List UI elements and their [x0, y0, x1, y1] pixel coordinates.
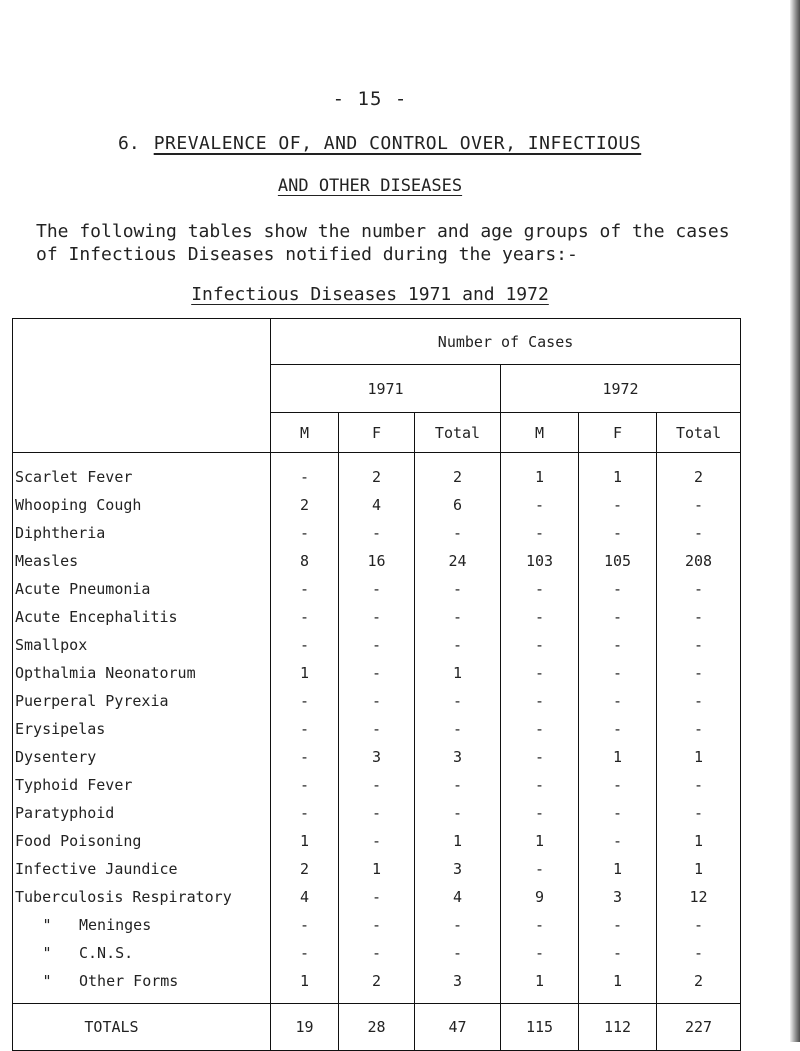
table-cell: -	[415, 519, 501, 547]
row-label	[13, 743, 271, 771]
table-cell: 4	[415, 883, 501, 911]
row-label	[13, 827, 271, 855]
table-cell: -	[501, 715, 579, 743]
table-cell: 2	[271, 491, 339, 519]
row-label-text: Infective Jaundice	[15, 860, 178, 878]
table-cell: -	[415, 575, 501, 603]
table-cell: 3	[579, 883, 657, 911]
row-label-text: Measles	[15, 552, 79, 570]
table-cell: 47	[415, 1004, 501, 1051]
table-cell: -	[657, 575, 741, 603]
table-cell: -	[339, 771, 415, 799]
table-cell: 1	[579, 453, 657, 492]
table-cell: -	[657, 771, 741, 799]
table-cell: -	[501, 687, 579, 715]
row-label	[13, 687, 271, 715]
row-label	[13, 883, 271, 911]
table-cell: -	[415, 911, 501, 939]
table-cell: -	[579, 771, 657, 799]
table-caption: Infectious Diseases 1971 and 1972	[191, 284, 549, 305]
table-cell: 6	[415, 491, 501, 519]
table-cell: 1	[579, 967, 657, 1004]
table-cell: 3	[415, 855, 501, 883]
table-cell: -	[579, 575, 657, 603]
column-header: Total	[657, 413, 741, 453]
table-cell: -	[415, 631, 501, 659]
table-cell: -	[657, 799, 741, 827]
table-cell: -	[271, 911, 339, 939]
table-cell: -	[501, 491, 579, 519]
table-cell: -	[579, 687, 657, 715]
table-cell: -	[271, 603, 339, 631]
table-row	[13, 547, 741, 575]
table-cell: -	[339, 603, 415, 631]
ditto-mark: "	[42, 944, 52, 962]
table-cell: 1	[271, 827, 339, 855]
section-title-line1: PREVALENCE OF, AND CONTROL OVER, INFECTIOUS	[153, 133, 642, 154]
table-cell: -	[579, 491, 657, 519]
row-label	[13, 453, 271, 492]
table-cell: -	[339, 659, 415, 687]
table-cell: -	[339, 575, 415, 603]
ditto-mark: "	[42, 916, 52, 934]
table-cell: -	[271, 799, 339, 827]
table-cell: -	[271, 575, 339, 603]
table-cell: 3	[415, 743, 501, 771]
table-cell: 1	[579, 743, 657, 771]
row-label-text: Paratyphoid	[15, 804, 115, 822]
table-cell: 105	[579, 547, 657, 575]
row-label	[13, 911, 271, 939]
table-row	[13, 855, 741, 883]
table-row	[13, 519, 741, 547]
totals-row	[13, 1004, 741, 1051]
table-cell: -	[657, 519, 741, 547]
row-label-text: Dysentery	[15, 748, 97, 766]
table-row	[13, 883, 741, 911]
intro-paragraph: The following tables show the number and age groups of the cases of Infectious Diseases notified during the years:-	[36, 221, 730, 265]
table-cell: -	[271, 715, 339, 743]
table-cell: -	[501, 659, 579, 687]
column-header: Total	[415, 413, 501, 453]
table-cell: -	[501, 603, 579, 631]
row-label-text: Meninges	[79, 916, 152, 934]
table-cell: -	[579, 659, 657, 687]
row-label-text: Opthalmia Neonatorum	[15, 664, 196, 682]
infectious-diseases-table	[12, 318, 741, 1051]
row-label-text: Scarlet Fever	[15, 468, 133, 486]
table-cell: -	[271, 687, 339, 715]
table-cell: 8	[271, 547, 339, 575]
table-row	[13, 659, 741, 687]
table-cell: 28	[339, 1004, 415, 1051]
table-cell: -	[657, 939, 741, 967]
table-cell: 2	[339, 453, 415, 492]
row-label-text: Acute Encephalitis	[15, 608, 178, 626]
table-cell: -	[271, 631, 339, 659]
column-header: M	[271, 413, 339, 453]
table-cell: 2	[339, 967, 415, 1004]
table-cell: -	[339, 631, 415, 659]
row-label	[13, 939, 271, 967]
column-header: M	[501, 413, 579, 453]
table-cell: 4	[339, 491, 415, 519]
table-cell: 103	[501, 547, 579, 575]
row-label	[13, 799, 271, 827]
row-label-text: Acute Pneumonia	[15, 580, 151, 598]
table-cell: 1	[339, 855, 415, 883]
section-heading	[118, 133, 641, 154]
table-row	[13, 715, 741, 743]
table-cell: -	[339, 687, 415, 715]
table-cell: -	[579, 799, 657, 827]
row-label-text: Food Poisoning	[15, 832, 142, 850]
table-cell: -	[579, 603, 657, 631]
row-label	[13, 491, 271, 519]
table-cell: 227	[657, 1004, 741, 1051]
totals-label: TOTALS	[13, 1004, 271, 1051]
row-label	[13, 603, 271, 631]
table-cell: -	[339, 519, 415, 547]
table-row	[13, 939, 741, 967]
table-cell: -	[339, 715, 415, 743]
table-cell: 3	[339, 743, 415, 771]
table-row	[13, 771, 741, 799]
table-cell: -	[579, 715, 657, 743]
table-cell: -	[501, 771, 579, 799]
table-cell: -	[501, 799, 579, 827]
section-number: 6.	[118, 133, 140, 154]
table-cell: -	[339, 939, 415, 967]
table-cell: 1	[501, 453, 579, 492]
table-cell: -	[415, 939, 501, 967]
table-cell: -	[579, 519, 657, 547]
row-label	[13, 715, 271, 743]
table-cell: 2	[415, 453, 501, 492]
table-cell: 3	[415, 967, 501, 1004]
table-cell: 115	[501, 1004, 579, 1051]
row-label-text: Typhoid Fever	[15, 776, 133, 794]
table-row	[13, 799, 741, 827]
table-row	[13, 491, 741, 519]
row-label	[13, 659, 271, 687]
table-cell: -	[271, 743, 339, 771]
table-cell: 1	[657, 855, 741, 883]
row-label	[13, 575, 271, 603]
column-header: F	[339, 413, 415, 453]
row-label-text: Tuberculosis Respiratory	[15, 888, 232, 906]
row-label-text: Puerperal Pyrexia	[15, 692, 169, 710]
table-cell: -	[271, 771, 339, 799]
table-row	[13, 603, 741, 631]
table-row	[13, 687, 741, 715]
table-row	[13, 743, 741, 771]
table-cell: -	[501, 855, 579, 883]
table-cell: -	[657, 491, 741, 519]
table-cell: -	[579, 827, 657, 855]
table-cell: -	[579, 939, 657, 967]
table-cell: 1	[415, 659, 501, 687]
page-edge-shadow	[790, 0, 800, 1042]
row-label	[13, 967, 271, 1004]
table-cell: 112	[579, 1004, 657, 1051]
table-row	[13, 827, 741, 855]
table-cell: -	[339, 799, 415, 827]
row-label	[13, 519, 271, 547]
table-cell: -	[579, 911, 657, 939]
table-cell: 1	[501, 967, 579, 1004]
table-cell: 4	[271, 883, 339, 911]
row-label-text: Smallpox	[15, 636, 88, 654]
table-cell: -	[415, 799, 501, 827]
table-cell: 1	[271, 967, 339, 1004]
table-cell: -	[657, 659, 741, 687]
table-cell: 1	[501, 827, 579, 855]
table-cell: 1	[657, 827, 741, 855]
page-number: - 15 -	[332, 88, 408, 110]
table-cell: -	[501, 743, 579, 771]
row-label-text: Diphtheria	[15, 524, 106, 542]
table-cell: 12	[657, 883, 741, 911]
table-cell: 2	[271, 855, 339, 883]
table-cell: 1	[415, 827, 501, 855]
table-cell: -	[415, 687, 501, 715]
table-cell: -	[579, 631, 657, 659]
table-row	[13, 967, 741, 1004]
table-cell: -	[501, 911, 579, 939]
table-row	[13, 631, 741, 659]
row-label	[13, 855, 271, 883]
table-body	[13, 453, 741, 1004]
table-cell: -	[501, 631, 579, 659]
table-cell: -	[657, 603, 741, 631]
table-cell: 24	[415, 547, 501, 575]
year-header-1971: 1971	[271, 365, 501, 413]
table-cell: -	[415, 715, 501, 743]
table-row	[13, 575, 741, 603]
header-corner-cell	[13, 319, 271, 453]
table-cell: -	[657, 715, 741, 743]
table-cell: 19	[271, 1004, 339, 1051]
row-label-text: Erysipelas	[15, 720, 106, 738]
table-header-row-group	[13, 319, 741, 365]
row-label-text: Other Forms	[79, 972, 179, 990]
table-cell: -	[271, 519, 339, 547]
table-cell: 9	[501, 883, 579, 911]
table-cell: 208	[657, 547, 741, 575]
row-label	[13, 631, 271, 659]
table-cell: -	[657, 631, 741, 659]
row-label-text: C.N.S.	[79, 944, 134, 962]
group-header: Number of Cases	[271, 319, 741, 365]
table-cell: 1	[657, 743, 741, 771]
table-cell: -	[657, 911, 741, 939]
column-header: F	[579, 413, 657, 453]
table-cell: -	[339, 911, 415, 939]
table-cell: -	[339, 827, 415, 855]
table-cell: -	[501, 939, 579, 967]
table-cell: 2	[657, 453, 741, 492]
table-cell: -	[501, 575, 579, 603]
table-cell: -	[271, 939, 339, 967]
row-label-text: Whooping Cough	[15, 496, 142, 514]
row-label	[13, 547, 271, 575]
table-cell: 2	[657, 967, 741, 1004]
table-cell: -	[339, 883, 415, 911]
row-label	[13, 771, 271, 799]
table-row	[13, 911, 741, 939]
table-row	[13, 453, 741, 492]
table-cell: -	[415, 771, 501, 799]
table-cell: -	[657, 687, 741, 715]
section-title-line2: AND OTHER DISEASES	[277, 176, 463, 196]
table-cell: -	[271, 453, 339, 492]
table-cell: -	[415, 603, 501, 631]
table-cell: -	[501, 519, 579, 547]
ditto-mark: "	[42, 972, 52, 990]
table-cell: 1	[579, 855, 657, 883]
table-cell: 1	[271, 659, 339, 687]
year-header-1972: 1972	[501, 365, 741, 413]
table-cell: 16	[339, 547, 415, 575]
